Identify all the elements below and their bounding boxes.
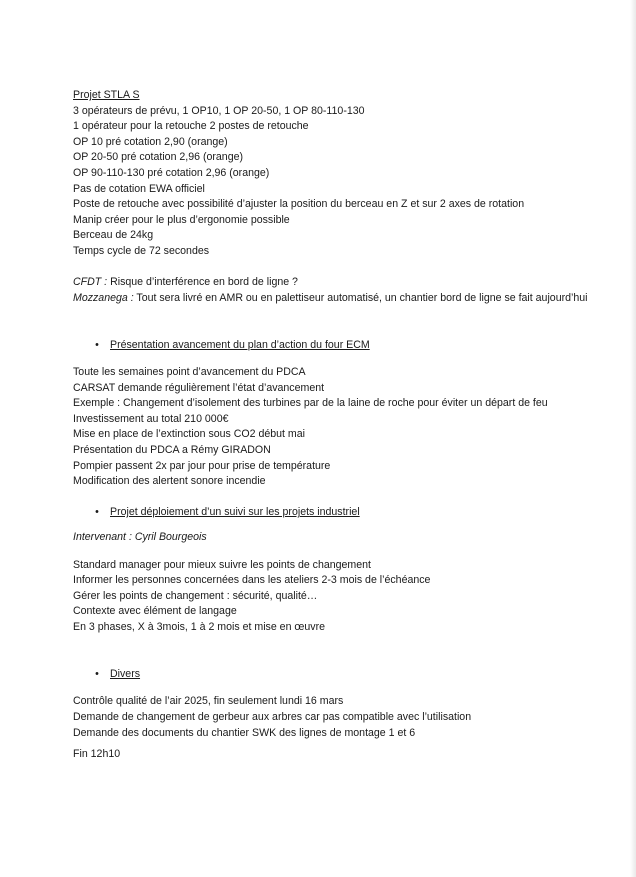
section-heading-four-ecm	[73, 338, 618, 354]
text-line: Contrôle qualité de l’air 2025, fin seulement lundi 16 mars	[73, 695, 344, 708]
text-line: Pas de cotation EWA officiel	[73, 182, 205, 195]
text-line: Standard manager pour mieux suivre les points de changement	[73, 558, 371, 571]
exchange-line	[73, 291, 618, 307]
speaker-line: Intervenant : Cyril Bourgeois	[73, 531, 207, 544]
text-line: Toute les semaines point d’avancement du PDCA	[73, 366, 306, 379]
text-line: CARSAT demande régulièrement l’état d’avancement	[73, 381, 325, 394]
page-edge-shadow	[630, 0, 636, 877]
text-line: Poste de retouche avec possibilité d’ajuster la position du berceau en Z et sur 2 axes de rotation	[73, 198, 525, 211]
exchange-line	[73, 275, 618, 291]
text-line: Demande de changement de gerbeur aux arbres car pas compatible avec l’utilisation	[73, 710, 472, 723]
speaker-name: CFDT :	[73, 276, 108, 289]
section-heading-text: Projet déploiement d’un suivi sur les projets industriel	[110, 506, 360, 519]
bullet-icon: •	[95, 667, 99, 680]
text-line: OP 20-50 pré cotation 2,96 (orange)	[73, 151, 244, 164]
closing-time: Fin 12h10	[73, 748, 121, 761]
text-line: Informer les personnes concernées dans les ateliers 2-3 mois de l’échéance	[73, 574, 431, 587]
text-line: Temps cycle de 72 secondes	[73, 244, 210, 257]
text-line: Berceau de 24kg	[73, 229, 154, 242]
text-line: Demande des documents du chantier SWK des lignes de montage 1 et 6	[73, 726, 416, 739]
section-heading-text: Présentation avancement du plan d’action du four ECM	[110, 338, 370, 351]
text-line: Contexte avec élément de langage	[73, 605, 237, 618]
text-line: OP 90-110-130 pré cotation 2,96 (orange)	[73, 166, 270, 179]
text-line: 3 opérateurs de prévu, 1 OP10, 1 OP 20-50, 1 OP 80-110-130	[73, 104, 365, 117]
section-heading-suivi-projets	[73, 505, 618, 521]
section-heading-text: Divers	[110, 667, 141, 680]
exchange-text: Tout sera livré en AMR ou en palettiseur automatisé, un chantier bord de ligne se fait aujourd’hui	[133, 291, 588, 304]
text-line: Modification des alertent sonore incendie	[73, 475, 266, 488]
bullet-icon: •	[95, 338, 99, 351]
text-line: Investissement au total 210 000€	[73, 412, 229, 425]
bullet-icon: •	[95, 506, 99, 519]
text-line: Manip créer pour le plus d’ergonomie possible	[73, 213, 290, 226]
text-line: En 3 phases, X à 3mois, 1 à 2 mois et mise en œuvre	[73, 621, 326, 633]
exchange-text: Risque d’interférence en bord de ligne ?	[107, 276, 298, 289]
text-line: 1 opérateur pour la retouche 2 postes de retouche	[73, 120, 309, 133]
text-line: Mise en place de l’extinction sous CO2 début mai	[73, 428, 306, 441]
section-heading-divers	[73, 667, 618, 683]
project-title: Projet STLA S	[73, 89, 140, 101]
document-page	[73, 88, 618, 763]
text-line: Exemple : Changement d’isolement des turbines par de la laine de roche pour éviter un départ de feu	[73, 397, 548, 410]
text-line: Pompier passent 2x par jour pour prise de température	[73, 459, 331, 472]
speaker-name: Mozzanega :	[73, 291, 134, 304]
text-line: Présentation du PDCA a Rémy GIRADON	[73, 444, 271, 457]
text-line: Gérer les points de changement : sécurité, qualité…	[73, 589, 318, 602]
text-line: OP 10 pré cotation 2,90 (orange)	[73, 135, 228, 148]
